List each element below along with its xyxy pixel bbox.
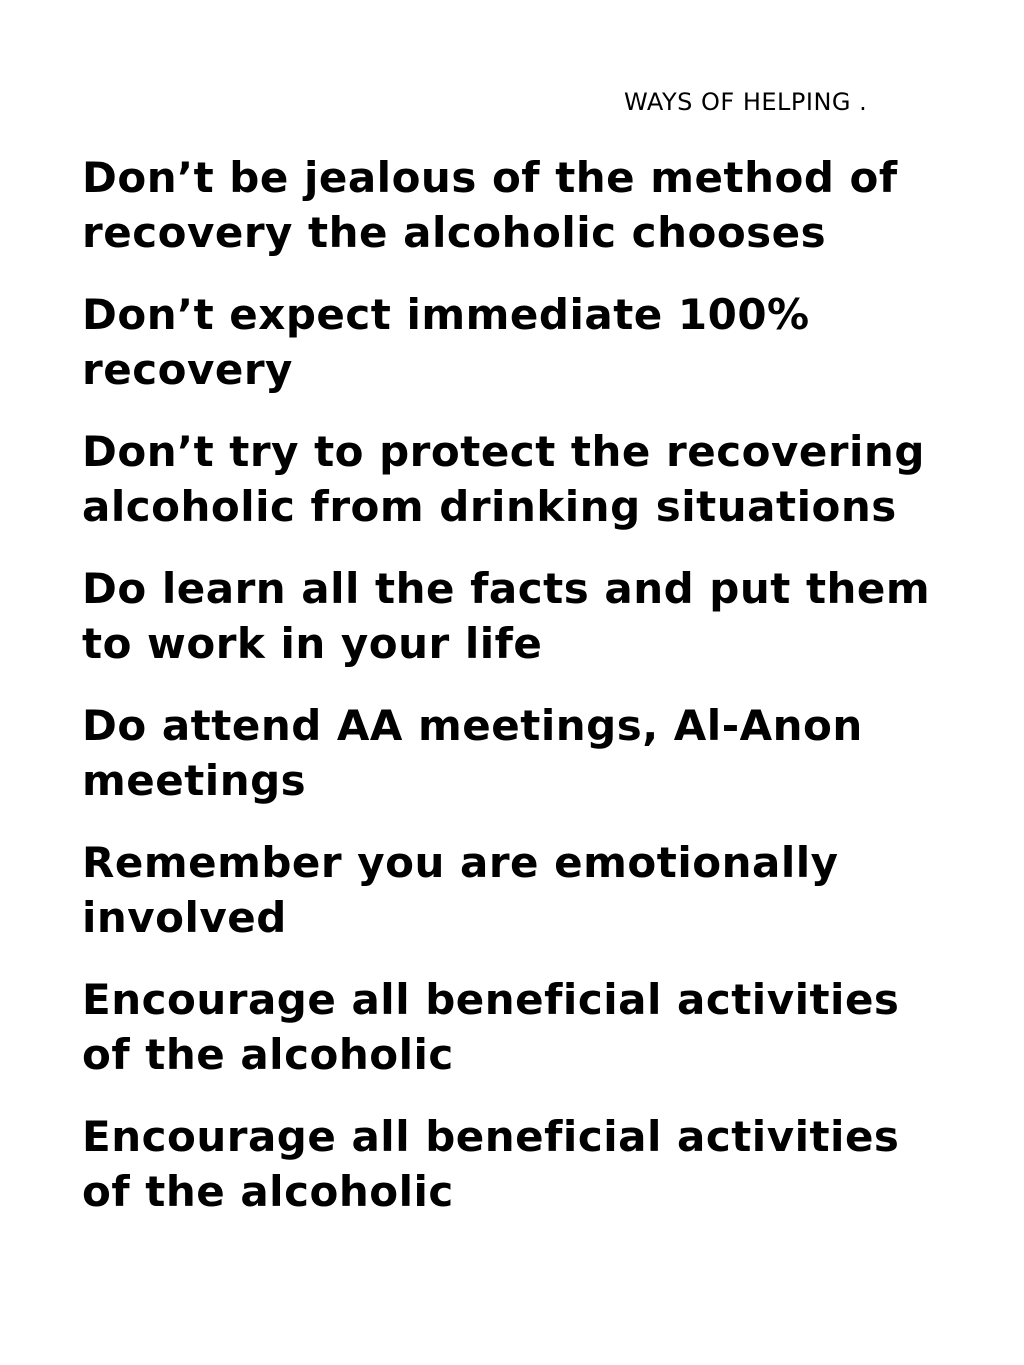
list-item: Don’t expect immediate 100% recovery bbox=[82, 290, 810, 394]
list-item: Remember you are emotionally involved bbox=[82, 838, 839, 942]
list-item: Don’t be jealous of the method of recovery the alcoholic chooses bbox=[82, 153, 898, 257]
list-item: Encourage all beneficial activities of the alcoholic bbox=[82, 975, 900, 1079]
list-item: Do learn all the facts and put them to work in your life bbox=[82, 564, 931, 668]
list-item: Encourage all beneficial activities of the alcoholic bbox=[82, 1112, 900, 1216]
list-item: Do attend AA meetings, Al-Anon meetings bbox=[82, 701, 863, 805]
advice-list bbox=[82, 150, 942, 1246]
list-item: Don’t try to protect the recovering alcoholic from drinking situations bbox=[82, 427, 925, 531]
page-title: WAYS OF HELPING . bbox=[624, 88, 868, 116]
